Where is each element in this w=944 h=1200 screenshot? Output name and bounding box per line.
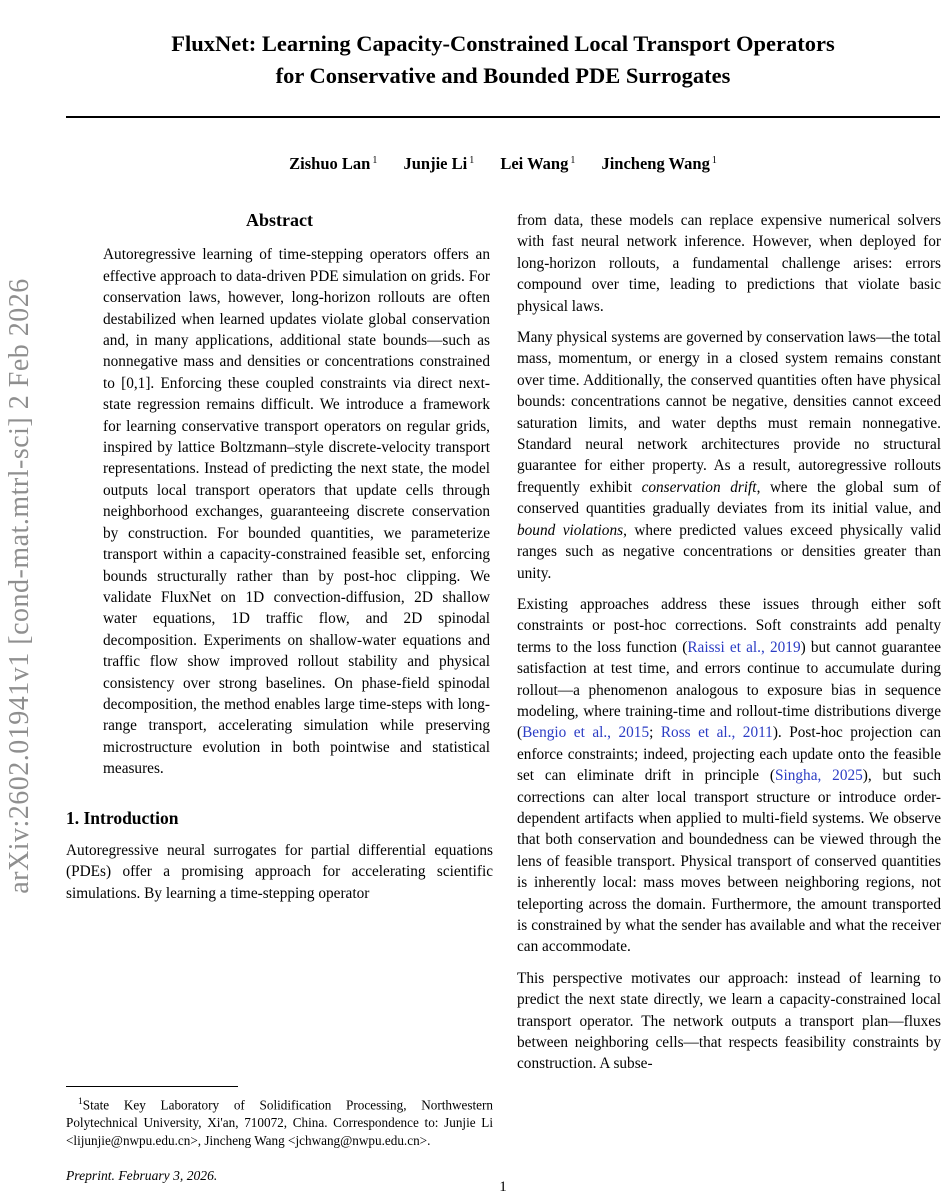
paragraph (517, 210, 941, 317)
emphasis-text: conservation drift (641, 478, 757, 496)
title-divider (66, 116, 940, 118)
left-column (66, 210, 493, 1186)
author-name: Lei Wang (500, 154, 569, 173)
author-affiliation-sup: 1 (469, 154, 475, 166)
citation-link[interactable]: Bengio et al., 2015 (522, 724, 650, 742)
affiliation-footnote (66, 1094, 493, 1149)
right-column (517, 210, 941, 1085)
author-name: Zishuo Lan (289, 154, 371, 173)
paragraph (517, 968, 941, 1075)
author (601, 154, 716, 173)
text-segment: Many physical systems are governed by conservation laws—the total mass, momentum, or energy in a closed system remains constant over time. Additionally, the conserved quantities often have physical bounds: concentrations cannot be negative, densities cannot exceed saturation limits, and water depths must remain nonnegative. Standard neural network architectures provide no structural guarantee for either property. As a result, autoregressive rollouts frequently exhibit (517, 329, 941, 496)
text-segment: , where predicted values exceed physically valid ranges such as negative concentrations or densities greater than unity. (517, 521, 942, 582)
text-segment: ), but such corrections can alter local transport structure or introduce order-dependent artifacts when applied to multi-field systems. We observe that both conservation and boundedness can be viewed through the lens of feasible transport. Physical transport of conserved quantities is inherently local: mass moves between neighboring regions, not teleporting across the domain. Furthermore, the amount transported is constrained by what the sender has available and what the receiver can accommodate. (517, 767, 942, 956)
footnote-text: State Key Laboratory of Solidification Processing, Northwestern Polytechnical University, Xi'an, 710072, China. Correspondence to: Junjie Li <lijunjie@nwpu.edu.cn>, Jincheng Wang <jchwang@nwpu.edu.cn>. (66, 1097, 493, 1148)
intro-paragraph: Autoregressive neural surrogates for partial differential equations (PDEs) offer a promising approach for accelerating scientific simulations. By learning a time-stepping operator (66, 841, 493, 902)
author-name: Jincheng Wang (601, 154, 710, 173)
text-segment: This perspective motivates our approach: instead of learning to predict the next state directly, we learn a capacity-constrained local transport operator. The network outputs a transport plan—fluxes between neighboring cells—that respects feasibility constraints by construction. A subse- (517, 969, 941, 1073)
arxiv-watermark: arXiv:2602.01941v1 [cond-mat.mtrl-sci] 2 Feb 2026 (4, 278, 35, 894)
author-affiliation-sup: 1 (570, 154, 576, 166)
abstract-heading: Abstract (246, 210, 313, 230)
author-affiliation-sup: 1 (372, 154, 378, 166)
title-line-2: for Conservative and Bounded PDE Surrogates (275, 63, 731, 88)
author (289, 154, 377, 173)
section-heading-introduction: 1. Introduction (66, 807, 179, 828)
abstract-text: Autoregressive learning of time-stepping operators offers an effective approach to data-driven PDE simulation on grids. For conservation laws, however, long-horizon rollouts are often destabilized when learned updates violate global conservation and, in many applications, additional state bounds—such as nonnegative mass and densities or concentrations constrained to [0,1]. Enforcing these coupled constraints via direct next-state regression remains difficult. We introduce a framework for learning conservative transport operators on regular grids, inspired by lattice Boltzmann–style discrete-velocity transport representations. Instead of predicting the next state, the model outputs local transport operators that update cells through neighborhood exchanges, guaranteeing discrete conservation by construction. For bounded quantities, we parameterize transport within a capacity-constrained feasible set, enforcing bounds structurally rather than by post-hoc clipping. We validate FluxNet on 1D convection-diffusion, 2D shallow water equations, 1D traffic flow, and 2D spinodal decomposition. Experiments on shallow-water equations and traffic flow show improved rollout stability and physical consistency over strong baselines. On phase-field spinodal decomposition, the method enables large time-steps with long-range transport, accelerating simulation while preserving microstructure evolution in both pointwise and statistical measures. (103, 246, 490, 778)
footnote-block (66, 1086, 493, 1186)
paragraph (517, 594, 941, 958)
author (403, 154, 474, 173)
page-number: 1 (499, 1179, 507, 1195)
footnote-marker: 1 (78, 1097, 83, 1108)
citation-link[interactable]: Raissi et al., 2019 (687, 638, 801, 656)
text-segment: ) but cannot guarantee satisfaction at test time, and errors continue to accumulate during rollout—a phenomenon analogous to exposure bias in sequence modeling, where training-time and rollout-time distributions diverge ( (517, 638, 941, 742)
footnote-divider (66, 1086, 238, 1087)
text-segment: ; (649, 724, 661, 742)
author-name: Junjie Li (403, 154, 468, 173)
paper-title (66, 28, 940, 92)
text-segment: ). Post-hoc projection can enforce constraints; indeed, projecting each update onto the feasible set can eliminate drift in principle ( (517, 724, 941, 785)
author-list (66, 154, 940, 174)
author (500, 154, 575, 173)
author-affiliation-sup: 1 (711, 154, 717, 166)
text-segment: , where the global sum of conserved quantities gradually deviates from its initial value, and (517, 478, 941, 518)
emphasis-text: bound violations (517, 521, 624, 539)
title-line-1: FluxNet: Learning Capacity-Constrained Local Transport Operators (171, 31, 835, 56)
preprint-note: Preprint. February 3, 2026. (66, 1167, 218, 1183)
text-segment: Existing approaches address these issues through either soft constraints or post-hoc corrections. Soft constraints add penalty terms to the loss function ( (517, 595, 941, 656)
paragraph (517, 327, 941, 584)
citation-link[interactable]: Singha, 2025 (775, 767, 863, 785)
citation-link[interactable]: Ross et al., 2011 (660, 724, 773, 742)
text-segment: from data, these models can replace expensive numerical solvers with fast neural network inference. However, when deployed for long-horizon rollouts, a fundamental challenge arises: errors compound over time, leading to predictions that violate basic physical laws. (517, 212, 941, 315)
